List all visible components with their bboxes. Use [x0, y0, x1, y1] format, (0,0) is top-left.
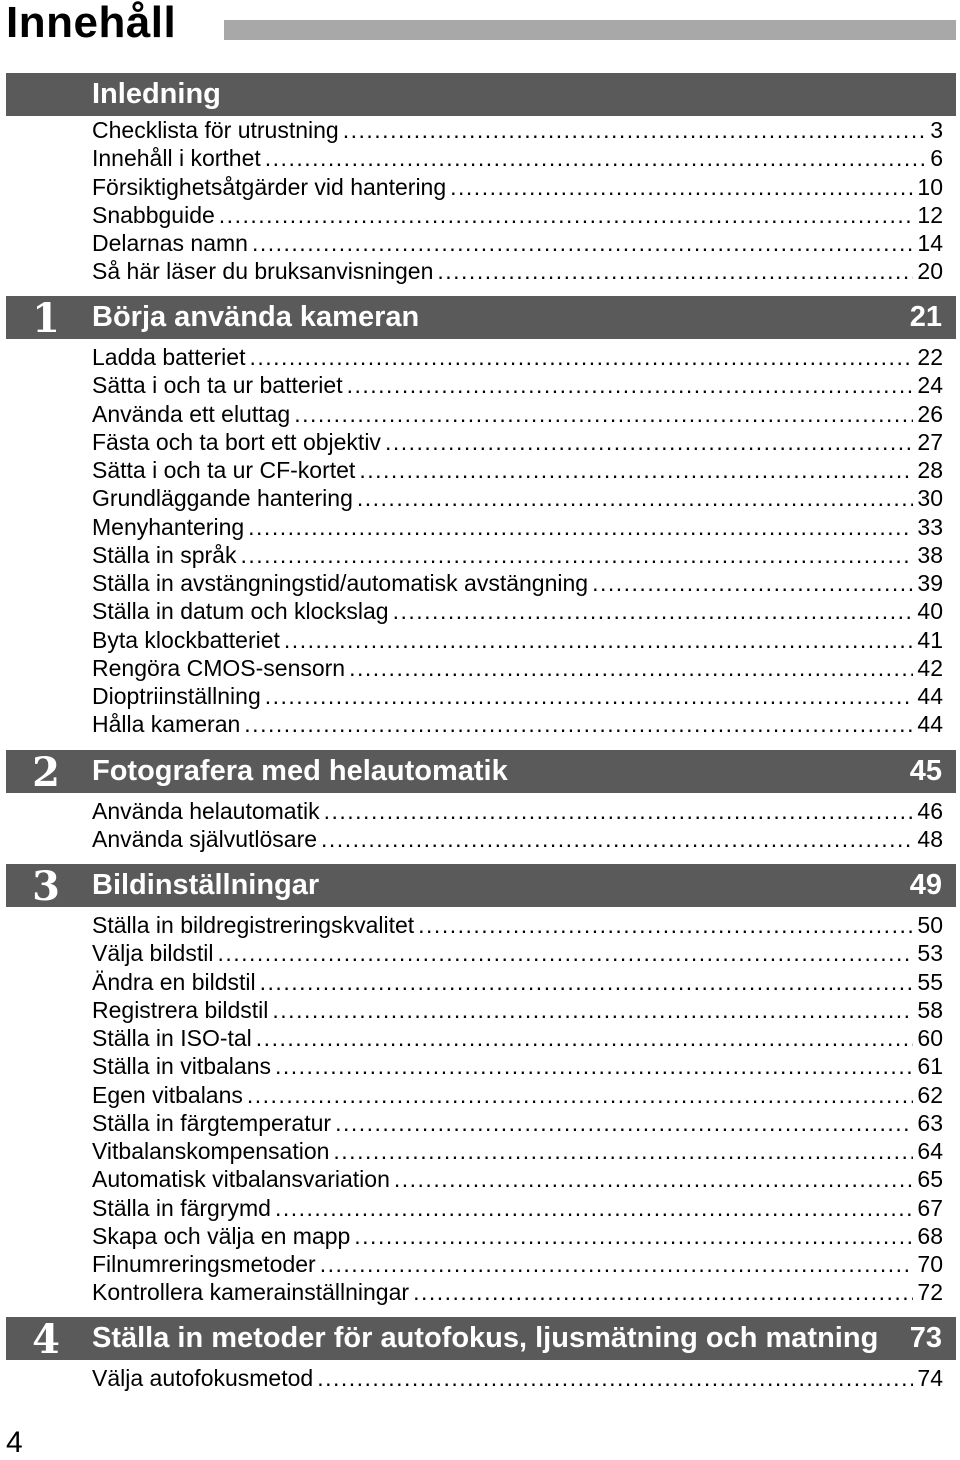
toc-entry[interactable] — [92, 626, 943, 654]
toc-entry[interactable] — [92, 1165, 943, 1193]
toc-entry-label: Hålla kameran — [92, 711, 241, 738]
toc-entry-label: Vitbalanskompensation — [92, 1138, 330, 1164]
dot-leader — [260, 968, 914, 996]
toc-entry[interactable] — [92, 1081, 943, 1109]
toc-entry-page-number: 50 — [917, 912, 943, 938]
dot-leader — [418, 911, 913, 939]
toc-entry-label: Dioptriinställning — [92, 683, 261, 709]
toc-entry[interactable] — [92, 797, 943, 825]
dot-leader — [450, 173, 913, 201]
toc-entry-page-number: 60 — [917, 1025, 943, 1051]
title-rule — [224, 20, 956, 40]
toc-entry-label: Filnumreringsmetoder — [92, 1251, 316, 1277]
toc-entry-page-number: 20 — [917, 258, 943, 285]
dot-leader — [354, 1222, 913, 1250]
toc-entry[interactable] — [92, 1137, 943, 1165]
toc-entry-page-number: 44 — [917, 711, 943, 738]
toc-entry-page-number: 38 — [917, 541, 943, 568]
toc-entry-label: Använda ett eluttag — [92, 400, 291, 427]
toc-entry-page-number: 53 — [917, 940, 943, 967]
toc-entry-label: Automatisk vitbalansvariation — [92, 1166, 390, 1193]
toc-entry-page-number: 10 — [917, 173, 943, 200]
toc-entry-page-number: 61 — [917, 1053, 943, 1080]
page-number: 4 — [6, 1426, 23, 1459]
toc-entry-label: Ställa in färgrymd — [92, 1194, 271, 1221]
toc-entry[interactable] — [92, 682, 943, 710]
section-title: Fotografera med helautomatik — [92, 755, 508, 787]
toc-entry-page-number: 27 — [917, 428, 943, 455]
toc-entry[interactable] — [92, 257, 943, 285]
toc-entry-label: Ställa in ISO-tal — [92, 1025, 252, 1051]
dot-leader — [385, 428, 913, 456]
section-page-number: 73 — [909, 1322, 942, 1354]
toc-entry-label: Använda självutlösare — [92, 826, 318, 853]
toc-entry-label: Innehåll i korthet — [92, 145, 261, 172]
toc-entry-label: Välja bildstil — [92, 940, 214, 967]
toc-entry-label: Ställa in avstängningstid/automatisk avstängning — [92, 570, 589, 596]
toc-entry-label: Ställa in färgtemperatur — [92, 1109, 332, 1136]
toc-entry[interactable] — [92, 939, 943, 967]
dot-leader — [272, 996, 913, 1024]
toc-entry[interactable] — [92, 569, 943, 597]
section-header[interactable] — [6, 749, 956, 796]
toc-entry-page-number: 46 — [917, 798, 943, 824]
section-number: 3 — [32, 863, 60, 910]
toc-entry[interactable] — [92, 1278, 943, 1306]
toc-entry-label: Byta klockbatteriet — [92, 626, 280, 653]
toc-entry-label: Egen vitbalans — [92, 1081, 243, 1108]
toc-entry-label: Kontrollera kamerainställningar — [92, 1279, 410, 1306]
toc-entry-page-number: 62 — [917, 1081, 943, 1108]
dot-leader — [349, 654, 913, 682]
dot-leader — [317, 1364, 913, 1392]
section-number: 2 — [32, 749, 60, 796]
dot-leader — [413, 1278, 913, 1306]
toc-entry-label: Välja autofokusmetod — [92, 1365, 314, 1391]
section-header[interactable] — [6, 863, 956, 910]
toc-entry[interactable] — [92, 484, 943, 512]
section-page-number: 45 — [909, 755, 942, 787]
toc-entry-page-number: 26 — [917, 400, 943, 427]
toc-entry-page-number: 70 — [917, 1251, 943, 1277]
toc-entry-label: Grundläggande hantering — [92, 485, 353, 512]
section-title: Inledning — [92, 78, 221, 110]
toc-entry[interactable] — [92, 541, 943, 569]
toc-entry[interactable] — [92, 1109, 943, 1137]
toc-entry-page-number: 55 — [917, 968, 943, 995]
toc-entry-label: Ladda batteriet — [92, 344, 246, 370]
toc-entry-page-number: 40 — [917, 598, 943, 625]
section-page-number: 21 — [909, 301, 942, 333]
dot-leader — [244, 710, 913, 738]
dot-leader — [394, 1165, 914, 1193]
dot-leader — [592, 569, 913, 597]
dot-leader — [324, 797, 914, 825]
toc-entry[interactable] — [92, 201, 943, 229]
dot-leader — [347, 371, 914, 399]
toc-entry-label: Rengöra CMOS-sensorn — [92, 654, 346, 681]
section-header[interactable] — [6, 1316, 956, 1363]
toc-entry-label: Skapa och välja en mapp — [92, 1222, 351, 1249]
dot-leader — [265, 682, 914, 710]
toc-entry-label: Sätta i och ta ur batteriet — [92, 372, 343, 399]
toc-entry-page-number: 67 — [917, 1194, 943, 1221]
dot-leader — [393, 597, 914, 625]
toc-entry-label: Ställa in vitbalans — [92, 1053, 271, 1080]
toc-entry-label: Ställa in språk — [92, 541, 237, 568]
toc-entry-page-number: 28 — [917, 457, 943, 483]
toc-entry-page-number: 74 — [917, 1365, 943, 1391]
toc-entry-label: Ställa in datum och klockslag — [92, 598, 389, 625]
section-number: 4 — [32, 1316, 60, 1363]
toc-entry[interactable] — [92, 911, 943, 939]
dot-leader — [247, 1081, 914, 1109]
toc-entry-page-number: 14 — [917, 230, 943, 256]
toc-entry-label: Använda helautomatik — [92, 798, 320, 824]
toc-entry-label: Registrera bildstil — [92, 996, 269, 1023]
toc-entry[interactable] — [92, 371, 943, 399]
dot-leader — [321, 825, 913, 853]
toc-entry[interactable] — [92, 710, 943, 738]
dot-leader — [359, 456, 913, 484]
dot-leader — [249, 343, 913, 371]
toc-entry-page-number: 64 — [917, 1138, 943, 1164]
toc-entry[interactable] — [92, 1250, 943, 1278]
toc-entry-page-number: 48 — [917, 826, 943, 853]
toc-entry-page-number: 30 — [917, 485, 943, 512]
toc-entry-label: Sätta i och ta ur CF-kortet — [92, 457, 356, 483]
dot-leader — [265, 144, 926, 172]
dot-leader — [256, 1024, 914, 1052]
toc-entry-page-number: 6 — [930, 145, 943, 172]
section-header[interactable] — [6, 73, 956, 116]
toc-entry-page-number: 63 — [917, 1109, 943, 1136]
toc-entry[interactable] — [92, 116, 943, 144]
dot-leader — [335, 1109, 913, 1137]
toc-entry-label: Fästa och ta bort ett objektiv — [92, 428, 381, 455]
toc-entry[interactable] — [92, 1194, 943, 1222]
toc-entry[interactable] — [92, 825, 943, 853]
section-title: Börja använda kameran — [92, 301, 420, 333]
toc-entry[interactable] — [92, 597, 943, 625]
toc-entry-page-number: 39 — [917, 570, 943, 596]
toc-entry-page-number: 33 — [917, 513, 943, 540]
dot-leader — [275, 1052, 913, 1080]
dot-leader — [219, 201, 914, 229]
toc-entry-label: Delarnas namn — [92, 230, 248, 256]
toc-entry-page-number: 72 — [917, 1279, 943, 1306]
toc-entry[interactable] — [92, 1222, 943, 1250]
toc-entry[interactable] — [92, 1024, 943, 1052]
toc-entry-page-number: 24 — [917, 372, 943, 399]
toc-entry-page-number: 65 — [917, 1166, 943, 1193]
toc-entry-label: Ändra en bildstil — [92, 968, 256, 995]
toc-entry[interactable] — [92, 428, 943, 456]
dot-leader — [275, 1194, 913, 1222]
toc-entry[interactable] — [92, 229, 943, 257]
toc-entry[interactable] — [92, 654, 943, 682]
toc-entry[interactable] — [92, 513, 943, 541]
toc-entry-label: Ställa in bildregistreringskvalitet — [92, 912, 415, 938]
section-page-number: 49 — [909, 869, 942, 901]
toc-entry-page-number: 12 — [917, 201, 943, 228]
toc-entry[interactable] — [92, 144, 943, 172]
dot-leader — [252, 229, 913, 257]
dot-leader — [333, 1137, 913, 1165]
toc-entry[interactable] — [92, 400, 943, 428]
dot-leader — [240, 541, 913, 569]
dot-leader — [248, 513, 913, 541]
dot-leader — [217, 939, 913, 967]
section-title: Ställa in metoder för autofokus, ljusmätning och matning — [92, 1322, 879, 1354]
toc-entry-page-number: 3 — [930, 117, 943, 143]
toc-entry[interactable] — [92, 173, 943, 201]
dot-leader — [284, 626, 913, 654]
toc-entry-label: Checklista för utrustning — [92, 117, 339, 143]
toc-entry[interactable] — [92, 968, 943, 996]
page-title: Innehåll — [6, 0, 177, 47]
toc-entry-label: Försiktighetsåtgärder vid hantering — [92, 173, 447, 200]
toc-entry-page-number: 22 — [917, 344, 943, 370]
toc-entry-page-number: 68 — [917, 1222, 943, 1249]
toc-entry-page-number: 58 — [917, 996, 943, 1023]
toc-entry[interactable] — [92, 456, 943, 484]
section-title: Bildinställningar — [92, 869, 320, 901]
dot-leader — [437, 257, 913, 285]
toc-entry-page-number: 44 — [917, 683, 943, 709]
toc-entry[interactable] — [92, 343, 943, 371]
dot-leader — [343, 116, 926, 144]
section-header[interactable] — [6, 295, 956, 342]
toc-entry-page-number: 41 — [917, 626, 943, 653]
dot-leader — [357, 484, 914, 512]
toc-entry[interactable] — [92, 996, 943, 1024]
toc-entry-label: Menyhantering — [92, 513, 245, 540]
toc-entry-page-number: 42 — [917, 654, 943, 681]
dot-leader — [320, 1250, 914, 1278]
toc-entry[interactable] — [92, 1052, 943, 1080]
section-number: 1 — [32, 295, 60, 342]
toc-entry-label: Snabbguide — [92, 201, 215, 228]
dot-leader — [294, 400, 913, 428]
toc-entry-label: Så här läser du bruksanvisningen — [92, 258, 434, 285]
toc-entry[interactable] — [92, 1364, 943, 1392]
